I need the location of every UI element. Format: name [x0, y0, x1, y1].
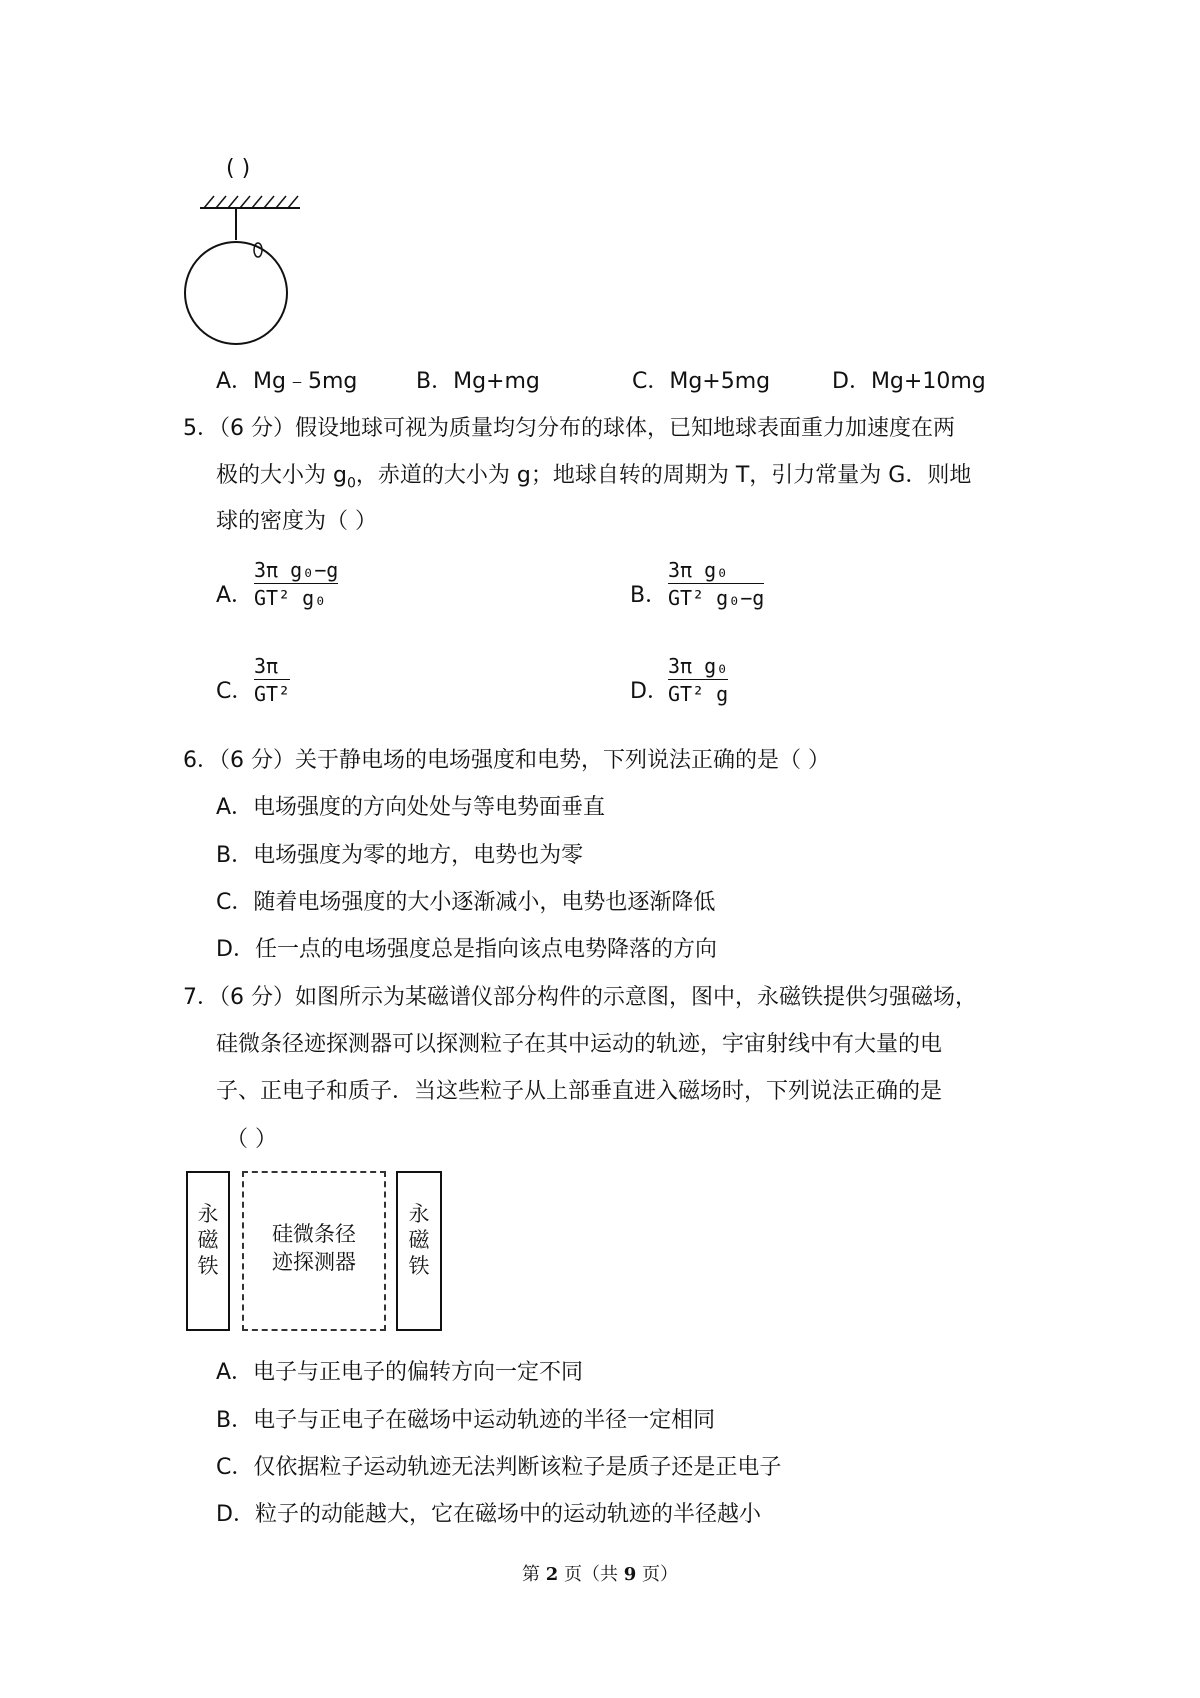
magnet-left	[186, 1171, 230, 1331]
q5-option-b-letter: B．	[630, 583, 668, 608]
detector-box	[242, 1171, 386, 1331]
q5-option-d-formula: 3π g₀ GT² g	[668, 654, 729, 706]
q7-stem-line2: 硅微条径迹探测器可以探测粒子在其中运动的轨迹，宇宙射线中有大量的电	[216, 1032, 943, 1057]
q5-option-b-formula: 3π g₀ GT² g₀−g	[668, 558, 765, 610]
q5-stem-line2: 极的大小为 $g_0$，赤道的大小为 g；地球自转的周期为 T，引力常量为 G．则地	[216, 463, 972, 492]
q6-option-d: D．任一点的电场强度总是指向该点电势降落的方向	[216, 937, 717, 962]
q4-option-b: B．Mg+mg	[416, 369, 540, 394]
page-footer: 第 2 页（共 9 页）	[522, 1564, 678, 1585]
q4-figure-ring-on-ceiling	[180, 190, 320, 350]
q7-figure	[186, 1171, 446, 1336]
q5-option-a-letter: A．	[216, 583, 254, 608]
q4-answer-paren: ( )	[226, 156, 251, 181]
q6-option-c: C．随着电场强度的大小逐渐减小，电势也逐渐降低	[216, 890, 716, 915]
q7-stem-line3: 子、正电子和质子．当这些粒子从上部垂直进入磁场时，下列说法正确的是	[216, 1079, 943, 1104]
q4-option-d: D．Mg+10mg	[832, 369, 986, 394]
q5-option-c-letter: C．	[216, 679, 254, 704]
q5-option-a-formula: 3π g₀−g GT² g₀	[254, 558, 339, 610]
q7-option-c: C．仅依据粒子运动轨迹无法判断该粒子是质子还是正电子	[216, 1455, 782, 1480]
q7-option-d: D．粒子的动能越大，它在磁场中的运动轨迹的半径越小	[216, 1502, 761, 1527]
detector-label-line2: 迹探测器	[272, 1250, 356, 1274]
q7-option-a: A．电子与正电子的偏转方向一定不同	[216, 1360, 584, 1385]
magnet-left-label: 永 磁 铁	[197, 1202, 219, 1278]
q4-option-c: C．Mg+5mg	[632, 369, 771, 394]
magnet-right	[396, 1171, 442, 1331]
q7-answer-paren: （ ）	[226, 1127, 277, 1152]
q5-stem-line3: 球的密度为（ ）	[216, 509, 377, 534]
q4-option-a: A．Mg﹣5mg	[216, 369, 358, 394]
q6-option-b: B．电场强度为零的地方，电势也为零	[216, 843, 584, 868]
detector-label-line1: 硅微条径	[272, 1222, 356, 1246]
q5-option-c-formula: 3π GT²	[254, 654, 291, 706]
magnet-right-label: 永 磁 铁	[408, 1202, 430, 1278]
q6-option-a: A．电场强度的方向处处与等电势面垂直	[216, 795, 606, 820]
q6-stem: 6．（6 分）关于静电场的电场强度和电势，下列说法正确的是（ ）	[183, 748, 830, 773]
q7-stem-line1: 7．（6 分）如图所示为某磁谱仪部分构件的示意图，图中，永磁铁提供匀强磁场，	[183, 985, 977, 1010]
q5-stem-line1: 5．（6 分）假设地球可视为质量均匀分布的球体，已知地球表面重力加速度在两	[183, 416, 955, 441]
q7-option-b: B．电子与正电子在磁场中运动轨迹的半径一定相同	[216, 1408, 716, 1433]
q5-option-d-letter: D．	[630, 679, 669, 704]
